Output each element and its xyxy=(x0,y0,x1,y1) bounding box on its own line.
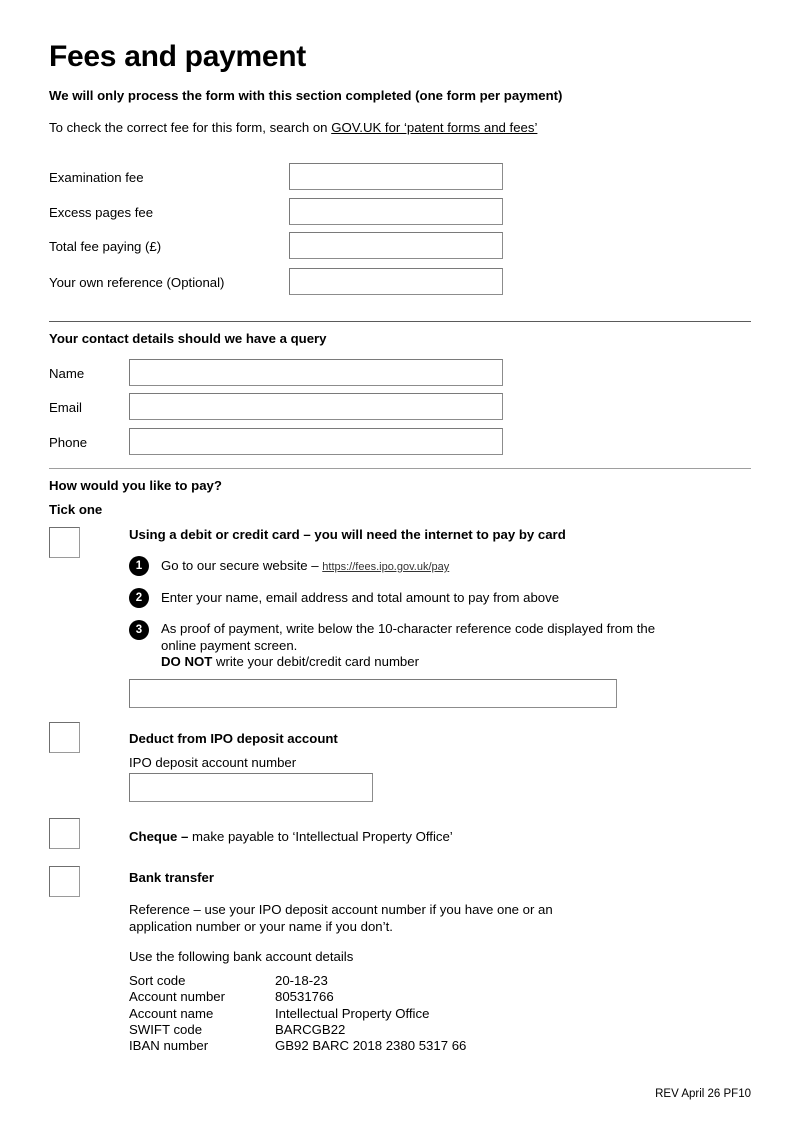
step-3-marker: 3 xyxy=(129,620,149,640)
cheque-heading xyxy=(129,829,453,844)
use-bank-details-text: Use the following bank account details xyxy=(129,949,354,964)
account-number-label: Account number xyxy=(129,989,226,1004)
account-name-value: Intellectual Property Office xyxy=(275,1006,430,1021)
bank-transfer-heading: Bank transfer xyxy=(129,870,215,885)
total-fee-paying-label: Total fee paying (£) xyxy=(49,239,162,254)
email-label: Email xyxy=(49,400,82,415)
examination-fee-label: Examination fee xyxy=(49,170,144,185)
bank-reference-line-2: application number or your name if you don’t. xyxy=(129,918,393,934)
step-1-marker: 1 xyxy=(129,556,149,576)
cheque-detail: make payable to ‘Intellectual Property Office’ xyxy=(192,829,453,844)
fee-lookup-instruction xyxy=(49,120,537,135)
fee-lookup-text: To check the correct fee for this form, search on xyxy=(49,120,332,135)
account-number-value: 80531766 xyxy=(275,989,334,1004)
card-payment-heading: Using a debit or credit card – you will need the internet to pay by card xyxy=(129,527,566,542)
bank-transfer-reference-text xyxy=(129,902,649,935)
deposit-account-number-label: IPO deposit account number xyxy=(129,755,297,770)
swift-code-value: BARCGB22 xyxy=(275,1022,346,1037)
deposit-account-heading: Deduct from IPO deposit account xyxy=(129,731,338,746)
step-1-label: Go to our secure website – xyxy=(161,558,323,573)
checkbox-bank-transfer[interactable] xyxy=(49,866,80,897)
name-input[interactable] xyxy=(129,359,503,386)
form-revision-footer: REV April 26 PF10 xyxy=(655,1088,751,1100)
total-fee-paying-input[interactable] xyxy=(289,232,503,259)
step-3-warning: DO NOT xyxy=(161,654,213,669)
divider-contact xyxy=(49,321,751,322)
page-title: Fees and payment xyxy=(49,40,306,73)
step-3-text xyxy=(161,621,681,671)
excess-pages-fee-input[interactable] xyxy=(289,198,503,225)
account-name-label: Account name xyxy=(129,1006,214,1021)
step-3-line-1: As proof of payment, write below the 10-character reference code displayed from the xyxy=(161,621,656,636)
divider-payment xyxy=(49,468,751,469)
phone-input[interactable] xyxy=(129,428,503,455)
step-1-text xyxy=(161,558,449,576)
your-own-reference-input[interactable] xyxy=(289,268,503,295)
govuk-fees-link[interactable]: GOV.UK for ‘patent forms and fees’ xyxy=(331,120,538,135)
iban-number-value: GB92 BARC 2018 2380 5317 66 xyxy=(275,1038,467,1053)
cheque-label: Cheque – xyxy=(129,829,193,844)
your-own-reference-label: Your own reference (Optional) xyxy=(49,275,225,290)
step-2-text: Enter your name, email address and total amount to pay from above xyxy=(161,590,560,605)
sort-code-value: 20-18-23 xyxy=(275,973,328,988)
examination-fee-input[interactable] xyxy=(289,163,503,190)
page-subtitle: We will only process the form with this section completed (one form per payment) xyxy=(49,88,563,103)
deposit-account-number-input[interactable] xyxy=(129,773,373,802)
iban-number-label: IBAN number xyxy=(129,1038,209,1053)
excess-pages-fee-label: Excess pages fee xyxy=(49,205,154,220)
card-reference-code-input[interactable] xyxy=(129,679,617,708)
contact-heading: Your contact details should we have a query xyxy=(49,331,327,346)
swift-code-label: SWIFT code xyxy=(129,1022,203,1037)
sort-code-label: Sort code xyxy=(129,973,186,988)
tick-one-label: Tick one xyxy=(49,502,103,517)
checkbox-deposit-account[interactable] xyxy=(49,722,80,753)
phone-label: Phone xyxy=(49,435,88,450)
name-label: Name xyxy=(49,366,85,381)
step-3-warning-rest: write your debit/credit card number xyxy=(212,654,419,669)
checkbox-card-payment[interactable] xyxy=(49,527,80,558)
bank-reference-line-1: Reference – use your IPO deposit account number if you have one or an xyxy=(129,902,553,917)
secure-payment-url-link[interactable]: https://fees.ipo.gov.uk/pay xyxy=(322,561,450,573)
step-2-marker: 2 xyxy=(129,588,149,608)
step-3-line-2: online payment screen. xyxy=(161,637,298,653)
email-input[interactable] xyxy=(129,393,503,420)
checkbox-cheque[interactable] xyxy=(49,818,80,849)
payment-heading: How would you like to pay? xyxy=(49,478,222,493)
